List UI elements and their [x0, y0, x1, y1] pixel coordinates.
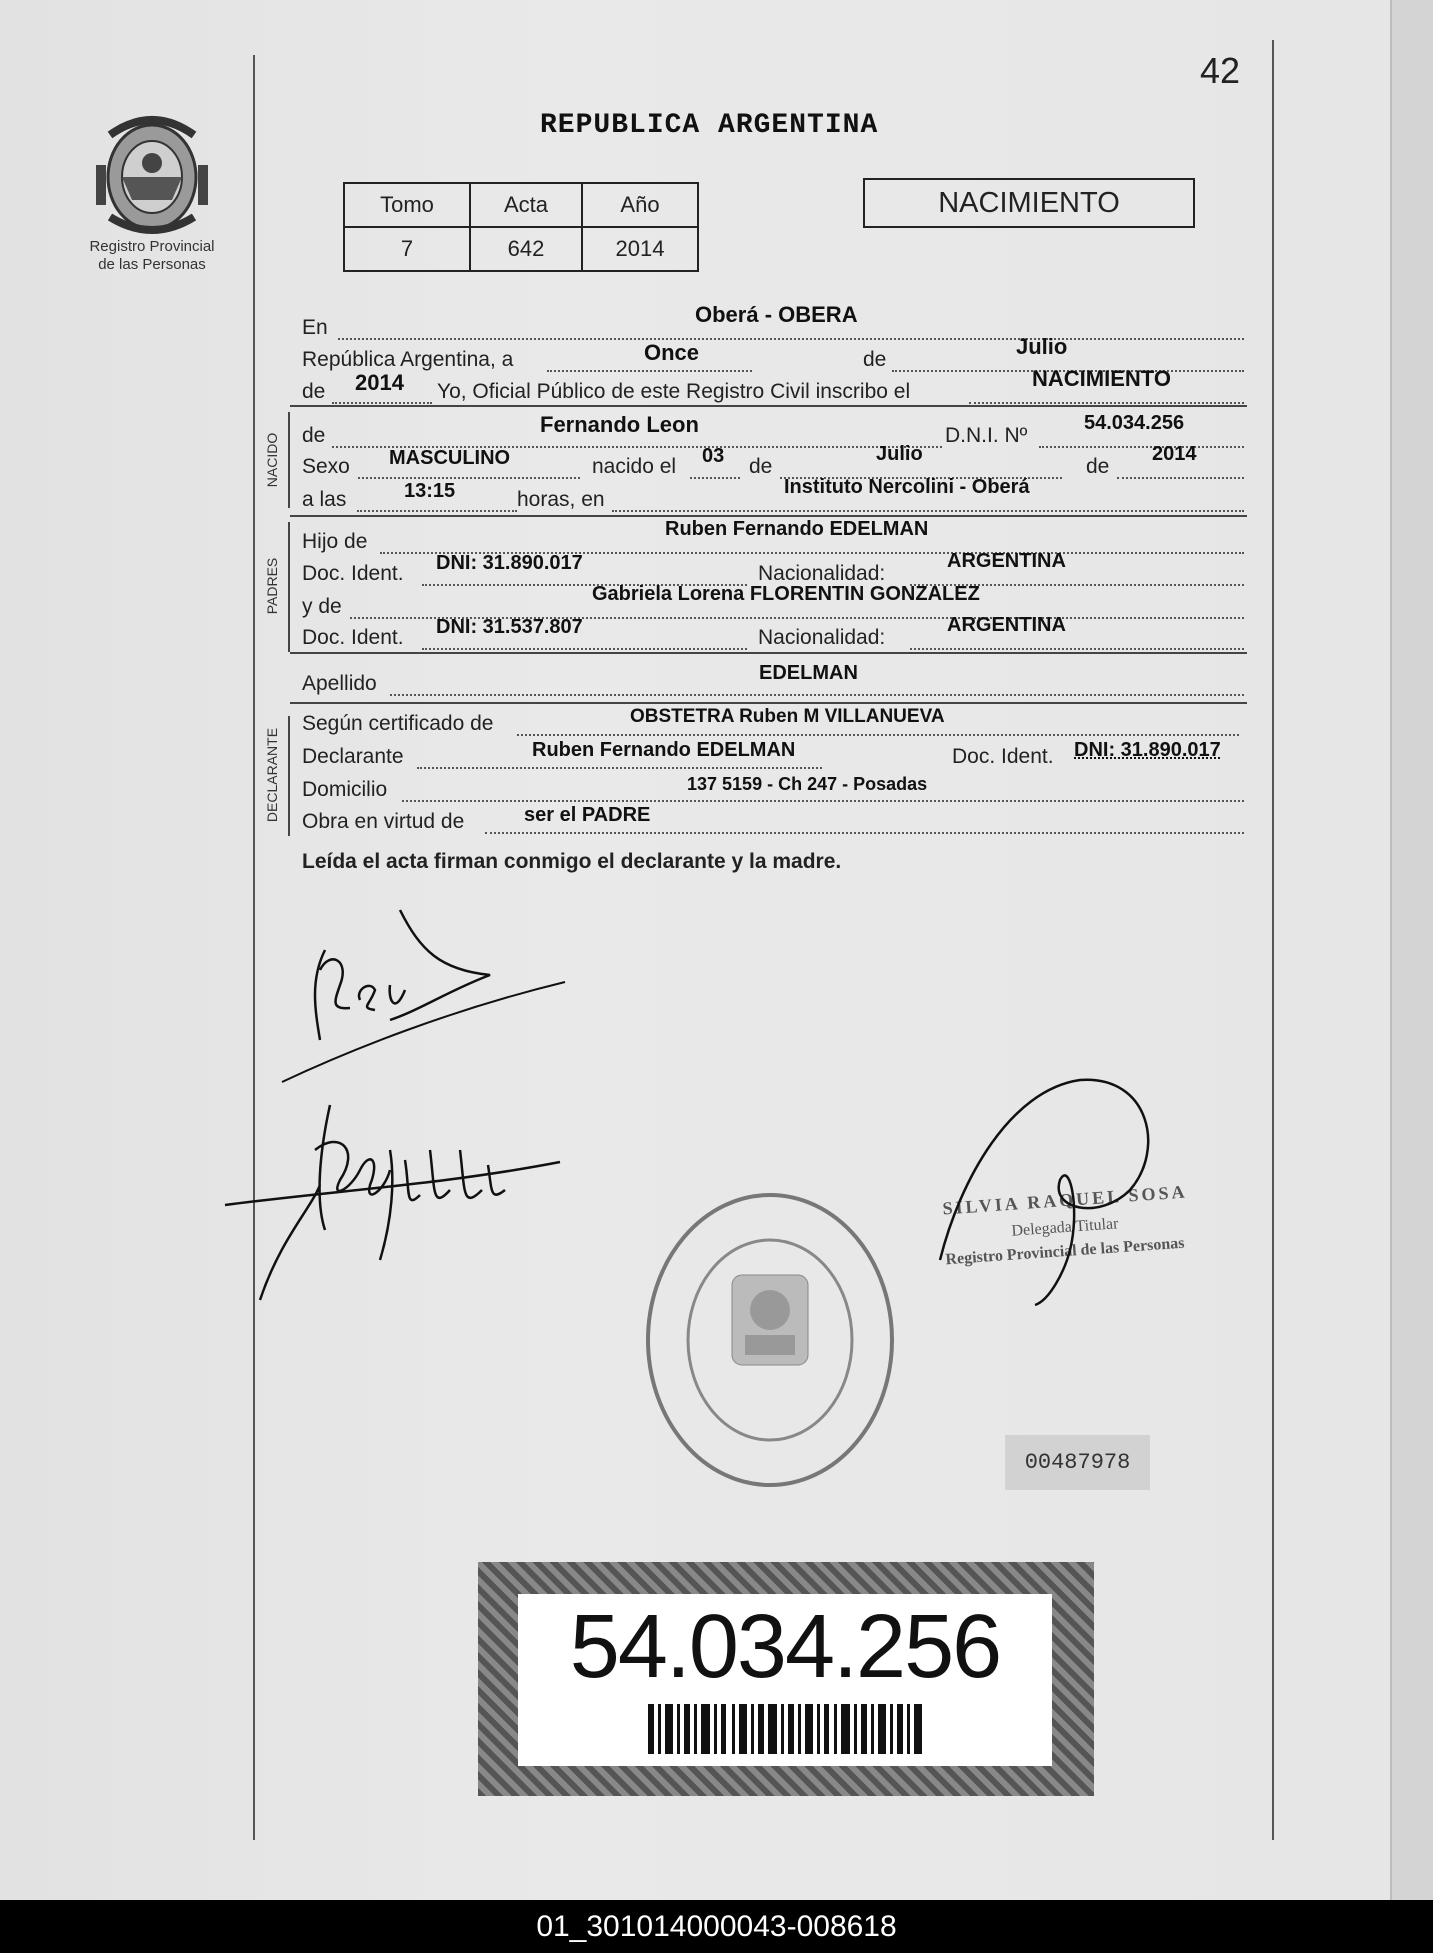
left-margin-line — [253, 55, 255, 1840]
dotted-line — [358, 477, 580, 479]
control-number: 00487978 — [1005, 1435, 1150, 1490]
label-a-las: a las — [302, 488, 347, 511]
label-nacido-el: nacido el — [592, 455, 677, 478]
label-doc-ident-madre: Doc. Ident. — [302, 626, 404, 649]
dotted-line — [1117, 477, 1244, 479]
value-certificado: OBSTETRA Ruben M VILLANUEVA — [630, 706, 945, 727]
value-padre: Ruben Fernando EDELMAN — [665, 518, 929, 540]
acta-table — [343, 182, 699, 272]
acta-header-anio: Año — [582, 183, 698, 227]
side-label-nacido: NACIDO — [264, 432, 280, 488]
label-en: En — [302, 316, 328, 339]
label-de-mes-nac: de — [749, 455, 773, 478]
row-lugar — [302, 302, 1247, 346]
row-domicilio — [302, 774, 1247, 808]
acta-header-tomo: Tomo — [344, 183, 470, 227]
side-label-declarante: DECLARANTE — [264, 727, 280, 823]
label-sexo: Sexo — [302, 455, 350, 478]
dotted-line — [485, 832, 1244, 834]
registry-caption — [72, 238, 232, 274]
dotted-line — [517, 734, 1239, 736]
dotted-line — [417, 767, 822, 769]
misiones-coat-of-arms-logo — [92, 105, 212, 240]
label-de-nombre: de — [302, 424, 326, 447]
registry-caption-line1: Registro Provincial — [89, 238, 215, 255]
official-office: Registro Provincial de las Personas — [944, 1234, 1185, 1269]
dotted-line — [547, 370, 752, 372]
dotted-line — [690, 477, 740, 479]
row-declarante — [302, 739, 1247, 775]
label-obra-en-virtud: Obra en virtud de — [302, 810, 465, 833]
section-separator — [290, 652, 1247, 654]
row-virtud — [302, 804, 1247, 840]
dni-label-inner — [518, 1594, 1052, 1766]
dni-label-sticker — [478, 1562, 1094, 1796]
value-hora: 13:15 — [404, 480, 456, 502]
value-declarante: Ruben Fernando EDELMAN — [532, 739, 796, 761]
country-heading: REPUBLICA ARGENTINA — [540, 110, 879, 141]
value-nombre: Fernando Leon — [540, 412, 699, 437]
label-y-de: y de — [302, 595, 342, 618]
footer-id: 01_301014000043-008618 — [0, 1900, 1433, 1953]
row-certificado — [302, 706, 1247, 742]
dotted-line — [332, 402, 432, 404]
label-apellido: Apellido — [302, 672, 377, 695]
value-mes-nacimiento: Julio — [876, 443, 923, 465]
dotted-line — [969, 402, 1244, 404]
value-sexo: MASCULINO — [389, 447, 511, 469]
label-horas-en: horas, en — [517, 488, 605, 511]
value-tipo-inscripcion: NACIMIENTO — [1032, 366, 1171, 391]
label-de-anio-nac: de — [1086, 455, 1110, 478]
value-madre-nacionalidad: ARGENTINA — [947, 614, 1066, 636]
section-separator — [290, 405, 1247, 407]
mother-signature — [220, 1090, 580, 1320]
label-de-anio: de — [302, 380, 326, 403]
value-lugar: Oberá - OBERA — [695, 302, 858, 327]
label-segun-certificado: Según certificado de — [302, 712, 494, 735]
value-apellido: EDELMAN — [759, 662, 858, 684]
label-republica-a: República Argentina, a — [302, 348, 514, 371]
dotted-line — [422, 648, 747, 650]
dotted-line — [612, 510, 1244, 512]
label-nacionalidad-padre: Nacionalidad: — [758, 562, 886, 585]
value-declarante-doc: DNI: 31.890.017 — [1074, 739, 1221, 761]
dotted-line — [910, 648, 1244, 650]
acta-value-acta: 642 — [470, 227, 582, 271]
declarant-signature — [270, 890, 570, 1090]
section-separator — [290, 515, 1247, 517]
value-lugar-nacimiento: Instituto Nercolini - Oberá — [784, 476, 1030, 498]
acta-header-acta: Acta — [470, 183, 582, 227]
acta-table-value-row — [344, 227, 698, 271]
page-number: 42 — [1200, 50, 1241, 91]
scanner-edge — [1390, 0, 1433, 1900]
dotted-line — [390, 694, 1244, 696]
value-madre-doc: DNI: 31.537.807 — [436, 616, 583, 638]
registry-caption-line2: de las Personas — [98, 256, 206, 273]
section-bracket-nacido — [288, 412, 290, 508]
section-bracket-padres — [288, 522, 290, 652]
value-virtud: ser el PADRE — [524, 804, 651, 826]
label-domicilio: Domicilio — [302, 778, 388, 801]
label-de-mes: de — [863, 348, 887, 371]
barcode — [648, 1704, 928, 1754]
row-hora-lugar — [302, 476, 1247, 518]
section-bracket-declarante — [288, 716, 290, 836]
dotted-line — [1039, 446, 1244, 448]
value-anio-inscripcion: 2014 — [355, 370, 404, 395]
dotted-line — [402, 800, 1244, 802]
official-name: SILVIA RAQUEL SOSA — [941, 1181, 1189, 1219]
value-padre-nacionalidad: ARGENTINA — [947, 550, 1066, 572]
label-doc-ident-padre: Doc. Ident. — [302, 562, 404, 585]
side-label-padres: PADRES — [264, 557, 280, 615]
official-title: Delegada Titular — [1010, 1215, 1119, 1240]
acta-value-tomo: 7 — [344, 227, 470, 271]
value-dia-nacimiento: 03 — [702, 445, 725, 467]
value-dni: 54.034.256 — [1084, 412, 1185, 434]
official-seal — [640, 1185, 900, 1495]
right-margin-line — [1272, 40, 1274, 1840]
label-declarante: Declarante — [302, 745, 404, 768]
official-signature — [930, 1060, 1190, 1320]
acta-value-anio: 2014 — [582, 227, 698, 271]
label-yo-oficial: Yo, Oficial Público de este Registro Civil inscribo el — [437, 380, 911, 403]
value-anio-nacimiento: 2014 — [1152, 443, 1197, 465]
dotted-line — [357, 510, 517, 512]
value-padre-doc: DNI: 31.890.017 — [436, 552, 583, 574]
label-hijo-de: Hijo de — [302, 530, 368, 553]
value-mes-inscripcion: Julio — [1016, 334, 1068, 359]
acta-table-header-row — [344, 183, 698, 227]
section-separator — [290, 702, 1247, 704]
value-domicilio: 137 5159 - Ch 247 - Posadas — [687, 774, 928, 794]
label-doc-ident-declarante: Doc. Ident. — [952, 745, 1054, 768]
label-dni: D.N.I. Nº — [945, 424, 1028, 447]
dotted-line — [338, 338, 1244, 340]
dni-label-number: 54.034.256 — [569, 1597, 1001, 1697]
act-type-box: NACIMIENTO — [863, 178, 1195, 228]
value-madre: Gabriela Lorena FLORENTIN GONZALEZ — [592, 583, 980, 605]
value-dia-letras: Once — [644, 340, 700, 365]
label-nacionalidad-madre: Nacionalidad: — [758, 626, 886, 649]
closing-statement: Leída el acta firman conmigo el declarante y la madre. — [302, 850, 842, 873]
row-apellido — [302, 662, 1247, 702]
